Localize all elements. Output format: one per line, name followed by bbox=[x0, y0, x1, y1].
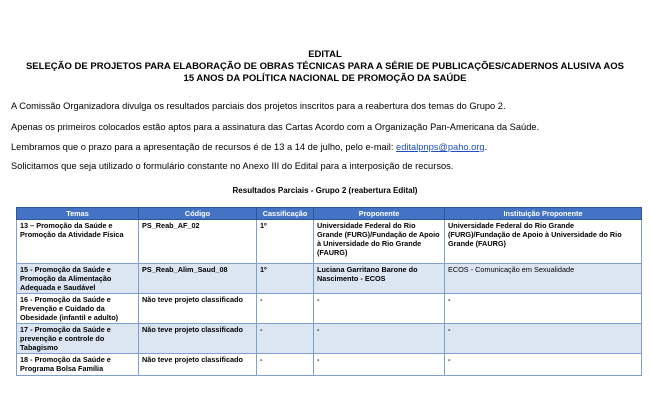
cell-tema: 13 – Promoção da Saúde e Promoção da Atividade Física bbox=[17, 220, 139, 264]
cell-tema: 17 - Promoção da Saúde e prevenção e controle do Tabagismo bbox=[17, 324, 139, 354]
cell-proponente: - bbox=[314, 294, 445, 324]
cell-codigo: Não teve projeto classificado bbox=[139, 324, 257, 354]
header-line-2: 15 ANOS DA POLÍTICA NACIONAL DE PROMOÇÃO DA SAÚDE bbox=[183, 73, 467, 84]
cell-instituicao: - bbox=[445, 324, 642, 354]
table-row bbox=[17, 294, 642, 324]
header-classificacao: Cassificação bbox=[257, 208, 314, 220]
table-caption: Resultados Parciais - Grupo 2 (reabertura Edital) bbox=[232, 186, 418, 195]
paragraph-1: A Comissão Organizadora divulga os resultados parciais dos projetos inscritos para a reabertura dos temas do Grupo 2. bbox=[11, 101, 506, 111]
email-link[interactable]: editalpnps@paho.org bbox=[396, 142, 485, 152]
cell-proponente: - bbox=[314, 354, 445, 376]
cell-proponente: Luciana Garritano Barone do Nascimento - ECOS bbox=[314, 264, 445, 294]
header-proponente: Proponente bbox=[314, 208, 445, 220]
cell-tema: 15 - Promoção da Saúde e Promoção da Alimentação Adequada e Saudável bbox=[17, 264, 139, 294]
cell-classificacao: - bbox=[257, 294, 314, 324]
cell-classificacao: - bbox=[257, 324, 314, 354]
paragraph-2: Apenas os primeiros colocados estão aptos para a assinatura das Cartas Acordo com a Organização Pan-Americana da Saúde. bbox=[11, 122, 540, 132]
cell-tema: 16 - Promoção da Saúde e Prevenção e Cuidado da Obesidade (infantil e adulto) bbox=[17, 294, 139, 324]
cell-instituicao: - bbox=[445, 294, 642, 324]
cell-tema: 18 - Promoção da Saúde e Programa Bolsa Família bbox=[17, 354, 139, 376]
cell-codigo: PS_Reab_Alim_Saud_08 bbox=[139, 264, 257, 294]
cell-instituicao: - bbox=[445, 354, 642, 376]
header-line-1: SELEÇÃO DE PROJETOS PARA ELABORAÇÃO DE OBRAS TÉCNICAS PARA A SÉRIE DE PUBLICAÇÕES/CADERNOS ALUSIVA AOS bbox=[25, 61, 625, 72]
cell-classificacao: - bbox=[257, 354, 314, 376]
edital-title: EDITAL bbox=[308, 49, 342, 60]
cell-classificacao: 1º bbox=[257, 264, 314, 294]
cell-codigo: PS_Reab_AF_02 bbox=[139, 220, 257, 264]
table-row bbox=[17, 324, 642, 354]
header-temas: Temas bbox=[17, 208, 139, 220]
cell-proponente: Universidade Federal do Rio Grande (FURG)/Fundação de Apoio à Universidade do Rio Grande (FAURG) bbox=[314, 220, 445, 264]
paragraph-3 bbox=[11, 141, 487, 153]
table-row bbox=[17, 354, 642, 376]
paragraph-3-end: . bbox=[484, 142, 488, 152]
table-row bbox=[17, 220, 642, 264]
header-codigo: Código bbox=[139, 208, 257, 220]
table-header-row bbox=[17, 208, 642, 220]
cell-codigo: Não teve projeto classificado bbox=[139, 354, 257, 376]
document-header bbox=[0, 49, 650, 85]
header-instituicao: Instituição Proponente bbox=[445, 208, 642, 220]
cell-classificacao: 1º bbox=[257, 220, 314, 264]
results-table bbox=[16, 207, 642, 376]
cell-instituicao: Universidade Federal do Rio Grande (FURG)/Fundação de Apoio à Universidade do Rio Grande (FAURG) bbox=[445, 220, 642, 264]
table-row bbox=[17, 264, 642, 294]
cell-instituicao: ECOS - Comunicação em Sexualidade bbox=[445, 264, 642, 294]
paragraph-3-text: Lembramos que o prazo para a apresentação de recursos é de 13 a 14 de julho, pelo e-mail: bbox=[11, 142, 397, 152]
paragraph-4: Solicitamos que seja utilizado o formulário constante no Anexo III do Edital para a interposição de recursos. bbox=[11, 161, 454, 171]
cell-codigo: Não teve projeto classificado bbox=[139, 294, 257, 324]
cell-proponente: - bbox=[314, 324, 445, 354]
